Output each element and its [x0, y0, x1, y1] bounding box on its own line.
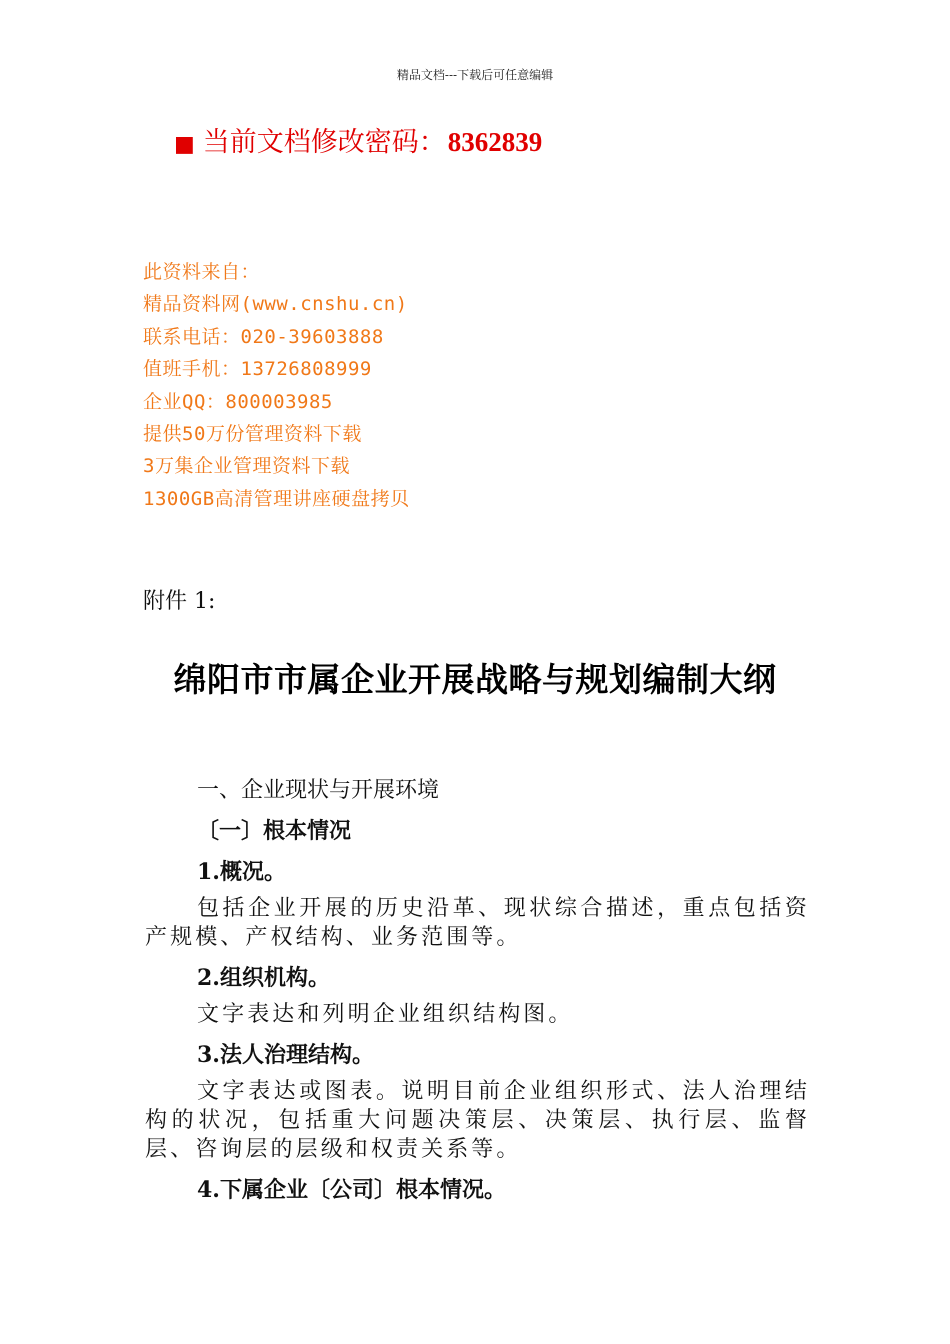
item-heading: 4.下属企业〔公司〕根本情况。	[197, 1177, 506, 1203]
item-paragraph: 文字表达或图表。说明目前企业组织形式、法人治理结构的状况，包括重大问题决策层、决策层、执行层、监督层、咨询层的层级和权责关系等。	[145, 1079, 810, 1162]
item-heading: 3.法人治理结构。	[197, 1042, 374, 1068]
item-paragraph: 包括企业开展的历史沿革、现状综合描述，重点包括资产规模、产权结构、业务范围等。	[145, 896, 810, 950]
password-code: 8362839	[447, 127, 543, 157]
source-info-line: 精品资料网(www.cnshu.cn)	[143, 293, 408, 316]
source-info-line: 值班手机：13726808999	[143, 358, 372, 381]
document-body	[145, 770, 810, 1211]
item-paragraph: 文字表达和列明企业组织结构图。	[197, 1002, 574, 1027]
item-heading: 2.组织机构。	[197, 965, 330, 991]
source-info-line: 1300GB高清管理讲座硬盘拷贝	[143, 487, 410, 510]
source-info-line: 企业QQ：800003985	[143, 390, 333, 413]
item-heading: 1.概况。	[197, 859, 286, 885]
source-info-block	[143, 256, 410, 515]
attachment-label: 附件 1:	[143, 589, 216, 614]
password-notice	[174, 120, 542, 159]
section-heading: 一、企业现状与开展环境	[197, 778, 440, 803]
square-bullet-icon: ■	[174, 132, 195, 157]
subsection-heading: 〔一〕根本情况	[197, 818, 352, 844]
document-title: 绵阳市市属企业开展战略与规划编制大纲	[173, 660, 777, 699]
source-info-line: 联系电话：020-39603888	[143, 325, 384, 348]
page-header-note: 精品文档---下载后可任意编辑	[396, 68, 554, 82]
password-label: 当前文档修改密码：	[202, 127, 446, 158]
source-info-line: 提供50万份管理资料下载	[143, 423, 362, 446]
source-info-line: 此资料来自：	[143, 261, 261, 283]
source-info-line: 3万集企业管理资料下载	[143, 455, 350, 478]
